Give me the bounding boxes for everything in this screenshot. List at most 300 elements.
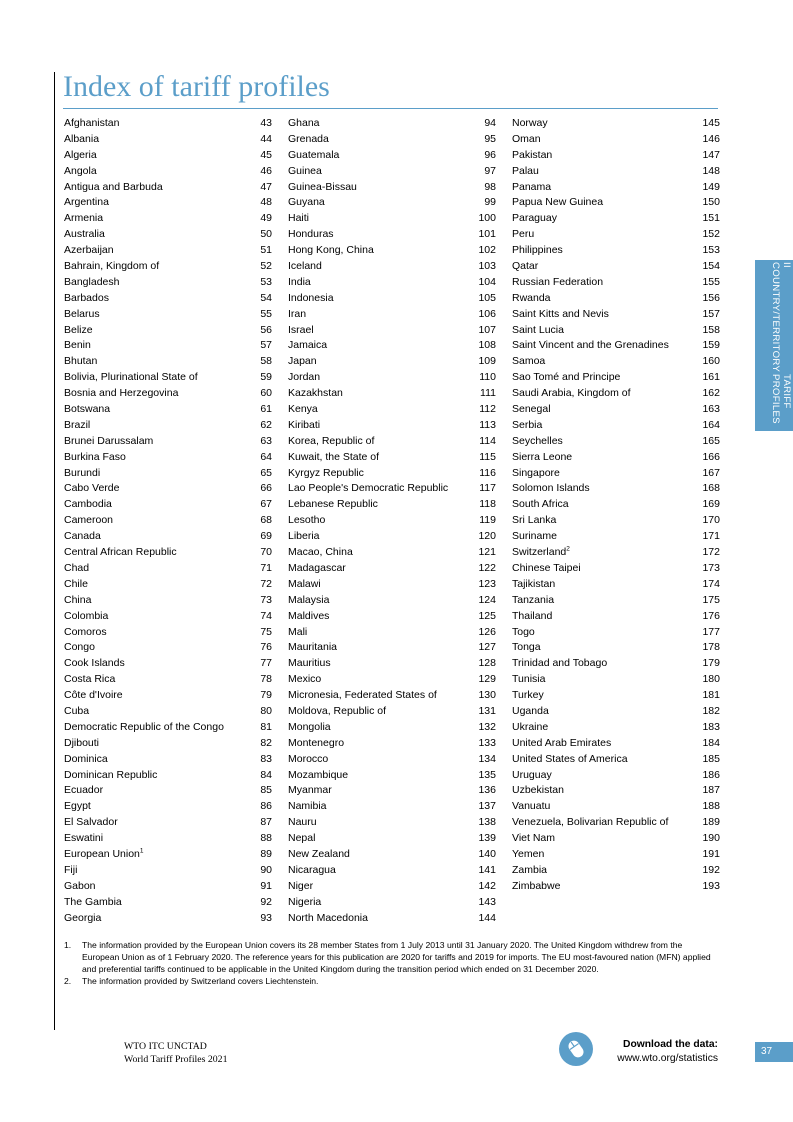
entry-name xyxy=(64,895,122,911)
index-entry[interactable] xyxy=(64,243,272,259)
page-reference: 103 xyxy=(478,260,496,273)
index-entry[interactable] xyxy=(288,768,496,784)
page-reference: 110 xyxy=(479,371,496,384)
index-entry[interactable] xyxy=(64,688,272,704)
country-name: Bahrain, Kingdom of xyxy=(64,260,160,273)
index-entry[interactable] xyxy=(512,561,720,577)
page-reference: 139 xyxy=(478,832,496,845)
index-entry[interactable] xyxy=(288,847,496,863)
country-name: Yemen xyxy=(512,847,545,860)
page-reference: 58 xyxy=(260,355,272,368)
index-entry[interactable] xyxy=(512,434,720,450)
entry-name xyxy=(512,275,603,291)
page-reference: 185 xyxy=(702,752,720,765)
index-entry[interactable] xyxy=(288,704,496,720)
page-reference: 94 xyxy=(484,117,496,129)
country-name: Solomon Islands xyxy=(512,482,590,495)
entry-name xyxy=(288,799,327,815)
index-entry[interactable] xyxy=(64,656,272,672)
country-name: Qatar xyxy=(512,260,539,273)
page-reference: 83 xyxy=(260,752,272,765)
index-entry[interactable] xyxy=(288,259,496,275)
page-reference: 46 xyxy=(260,164,272,177)
page-reference: 70 xyxy=(260,546,272,559)
page-reference: 176 xyxy=(702,609,720,622)
index-entry[interactable] xyxy=(64,640,272,656)
page-reference: 108 xyxy=(478,339,496,352)
page-reference: 76 xyxy=(260,641,272,654)
index-entry[interactable] xyxy=(512,291,720,307)
country-name: Burkina Faso xyxy=(64,450,126,463)
entry-name xyxy=(512,370,620,386)
index-entry[interactable] xyxy=(64,354,272,370)
page-reference: 44 xyxy=(260,132,272,145)
index-entry[interactable] xyxy=(64,768,272,784)
page-reference: 114 xyxy=(479,434,496,447)
entry-name xyxy=(512,291,551,307)
country-name: Colombia xyxy=(64,609,109,622)
country-name: Central African Republic xyxy=(64,546,177,559)
index-entry[interactable] xyxy=(512,418,720,434)
entry-name xyxy=(64,688,123,704)
index-entry[interactable] xyxy=(512,831,720,847)
entry-name xyxy=(288,497,378,513)
index-entry[interactable] xyxy=(288,863,496,879)
index-entry[interactable] xyxy=(288,180,496,196)
entry-name xyxy=(288,275,311,291)
index-entry[interactable] xyxy=(64,847,272,863)
index-entry[interactable] xyxy=(288,831,496,847)
entry-name xyxy=(512,434,563,450)
page-reference: 152 xyxy=(702,228,720,241)
country-name: Argentina xyxy=(64,196,109,209)
section-side-tab-label xyxy=(756,262,792,428)
country-name: Mauritania xyxy=(288,641,338,654)
page-reference: 105 xyxy=(478,291,496,304)
index-entry[interactable] xyxy=(64,180,272,196)
index-entry[interactable] xyxy=(288,720,496,736)
page-number: 37 xyxy=(755,1042,793,1062)
entry-name xyxy=(288,148,339,164)
index-entry[interactable] xyxy=(512,259,720,275)
page-reference: 153 xyxy=(702,244,720,257)
entry-name xyxy=(64,497,112,513)
index-entry[interactable] xyxy=(64,609,272,625)
index-entry[interactable] xyxy=(64,434,272,450)
index-entry[interactable] xyxy=(288,466,496,482)
index-entry[interactable] xyxy=(64,450,272,466)
index-entry[interactable] xyxy=(512,148,720,164)
country-name: Angola xyxy=(64,164,97,177)
index-entry[interactable] xyxy=(64,720,272,736)
footnote xyxy=(64,976,714,988)
index-entry[interactable] xyxy=(64,291,272,307)
index-entry[interactable] xyxy=(64,386,272,402)
index-entry[interactable] xyxy=(288,481,496,497)
index-entry[interactable] xyxy=(288,195,496,211)
entry-name xyxy=(512,481,590,497)
footnote xyxy=(64,940,714,976)
index-entry[interactable] xyxy=(64,545,272,561)
page-reference: 162 xyxy=(702,387,720,400)
index-entry[interactable] xyxy=(288,434,496,450)
index-entry[interactable] xyxy=(64,497,272,513)
country-name: Guyana xyxy=(288,196,325,209)
index-entry[interactable] xyxy=(512,402,720,418)
index-entry[interactable] xyxy=(512,815,720,831)
index-entry[interactable] xyxy=(64,402,272,418)
index-entry[interactable] xyxy=(512,450,720,466)
page-reference: 65 xyxy=(260,466,272,479)
entry-name xyxy=(512,259,538,275)
index-entry[interactable] xyxy=(64,911,272,927)
country-name: Saint Vincent and the Grenadines xyxy=(512,339,669,352)
page-reference: 169 xyxy=(702,498,720,511)
index-entry[interactable] xyxy=(512,243,720,259)
index-entry[interactable] xyxy=(288,879,496,895)
index-entry[interactable] xyxy=(288,609,496,625)
entry-name xyxy=(288,672,321,688)
country-name: Brunei Darussalam xyxy=(64,434,154,447)
country-name: Thailand xyxy=(512,609,553,622)
index-entry[interactable] xyxy=(64,736,272,752)
index-entry[interactable] xyxy=(512,132,720,148)
page-reference: 154 xyxy=(702,260,720,273)
index-entry[interactable] xyxy=(288,497,496,513)
index-entry[interactable] xyxy=(64,323,272,339)
page-reference: 57 xyxy=(260,339,272,352)
page-reference: 126 xyxy=(478,625,496,638)
entry-name xyxy=(512,847,544,863)
index-entry[interactable] xyxy=(288,640,496,656)
index-entry[interactable] xyxy=(64,338,272,354)
country-name: South Africa xyxy=(512,498,569,511)
index-entry[interactable] xyxy=(64,164,272,180)
index-entry[interactable] xyxy=(512,577,720,593)
index-entry[interactable] xyxy=(64,481,272,497)
page-reference: 160 xyxy=(702,355,720,368)
page-reference: 182 xyxy=(702,704,720,717)
download-url[interactable]: www.wto.org/statistics xyxy=(617,1052,718,1064)
index-entry[interactable] xyxy=(512,847,720,863)
page-reference: 50 xyxy=(260,228,272,241)
index-entry[interactable] xyxy=(512,736,720,752)
index-entry[interactable] xyxy=(64,704,272,720)
entry-name xyxy=(288,911,368,927)
index-entry[interactable] xyxy=(512,783,720,799)
index-entry[interactable] xyxy=(512,354,720,370)
index-entry[interactable] xyxy=(512,338,720,354)
index-entry[interactable] xyxy=(64,116,272,132)
entry-name xyxy=(64,640,95,656)
index-entry[interactable] xyxy=(64,895,272,911)
index-entry[interactable] xyxy=(512,513,720,529)
index-entry[interactable] xyxy=(288,211,496,227)
page-reference: 159 xyxy=(702,339,720,352)
page-reference: 148 xyxy=(702,164,720,177)
entry-name xyxy=(64,243,114,259)
index-entry[interactable] xyxy=(512,863,720,879)
index-entry[interactable] xyxy=(64,529,272,545)
index-entry[interactable] xyxy=(288,402,496,418)
index-entry[interactable] xyxy=(512,688,720,704)
entry-name xyxy=(64,227,105,243)
country-name: Burundi xyxy=(64,466,101,479)
country-name: Montenegro xyxy=(288,736,345,749)
country-name: Belarus xyxy=(64,307,100,320)
entry-name xyxy=(64,450,126,466)
country-name: Norway xyxy=(512,117,548,129)
index-entry[interactable] xyxy=(288,736,496,752)
index-entry[interactable] xyxy=(64,593,272,609)
country-name: Tunisia xyxy=(512,673,546,686)
index-entry[interactable] xyxy=(512,211,720,227)
country-name: Botswana xyxy=(64,403,111,416)
page-reference: 87 xyxy=(260,816,272,829)
index-entry[interactable] xyxy=(288,577,496,593)
entry-name xyxy=(512,529,557,545)
index-entry[interactable] xyxy=(64,259,272,275)
index-entry[interactable] xyxy=(512,799,720,815)
page-reference: 72 xyxy=(260,577,272,590)
page-reference: 49 xyxy=(260,212,272,225)
index-entry[interactable] xyxy=(288,799,496,815)
index-entry[interactable] xyxy=(512,720,720,736)
index-entry[interactable] xyxy=(64,863,272,879)
index-entry[interactable] xyxy=(64,418,272,434)
index-entry[interactable] xyxy=(64,752,272,768)
index-entry[interactable] xyxy=(288,148,496,164)
entry-name xyxy=(288,211,309,227)
country-name: North Macedonia xyxy=(288,911,368,924)
country-name: Canada xyxy=(64,530,101,543)
index-entry[interactable] xyxy=(64,275,272,291)
index-entry[interactable] xyxy=(512,529,720,545)
index-entry[interactable] xyxy=(512,609,720,625)
index-entry[interactable] xyxy=(288,227,496,243)
page-reference: 183 xyxy=(702,720,720,733)
footnote-number: 2. xyxy=(64,975,72,986)
index-entry[interactable] xyxy=(512,323,720,339)
entry-name xyxy=(288,338,327,354)
country-name: Sierra Leone xyxy=(512,450,573,463)
mouse-icon[interactable] xyxy=(558,1031,594,1067)
index-entry[interactable] xyxy=(64,799,272,815)
index-entry[interactable] xyxy=(512,625,720,641)
country-name: Chile xyxy=(64,577,88,590)
country-name: Côte d'Ivoire xyxy=(64,689,123,702)
index-entry[interactable] xyxy=(512,752,720,768)
index-entry[interactable] xyxy=(288,370,496,386)
country-name: Jamaica xyxy=(288,339,328,352)
index-entry[interactable] xyxy=(288,672,496,688)
page-reference: 71 xyxy=(260,561,272,574)
country-name: Oman xyxy=(512,132,541,145)
index-entry[interactable] xyxy=(512,180,720,196)
index-entry[interactable] xyxy=(288,911,496,927)
index-entry[interactable] xyxy=(512,704,720,720)
index-entry[interactable] xyxy=(512,227,720,243)
entry-name xyxy=(64,593,91,609)
index-entry[interactable] xyxy=(64,815,272,831)
entry-name xyxy=(288,354,317,370)
index-entry[interactable] xyxy=(64,625,272,641)
index-entry[interactable] xyxy=(288,164,496,180)
country-name: Vanuatu xyxy=(512,800,551,813)
entry-name xyxy=(64,831,103,847)
index-entry[interactable] xyxy=(288,625,496,641)
index-entry[interactable] xyxy=(512,116,720,132)
index-entry[interactable] xyxy=(288,116,496,132)
index-entry[interactable] xyxy=(64,211,272,227)
entry-name xyxy=(64,164,97,180)
index-entry[interactable] xyxy=(512,593,720,609)
entry-name xyxy=(512,688,544,704)
index-entry[interactable] xyxy=(512,164,720,180)
country-name: Grenada xyxy=(288,132,329,145)
index-entry[interactable] xyxy=(288,291,496,307)
page-reference: 186 xyxy=(702,768,720,781)
index-entry[interactable] xyxy=(64,227,272,243)
index-entry[interactable] xyxy=(288,529,496,545)
page-reference: 118 xyxy=(479,498,496,511)
entry-name xyxy=(288,783,332,799)
title-rule xyxy=(63,108,718,109)
index-entry[interactable] xyxy=(288,545,496,561)
entry-name xyxy=(512,704,549,720)
country-name: Cook Islands xyxy=(64,657,125,670)
entry-name xyxy=(512,863,547,879)
index-entry[interactable] xyxy=(288,450,496,466)
index-entry[interactable] xyxy=(288,307,496,323)
page-reference: 119 xyxy=(479,514,496,527)
index-entry[interactable] xyxy=(64,307,272,323)
index-entry[interactable] xyxy=(288,132,496,148)
index-entry[interactable] xyxy=(512,640,720,656)
country-name: Suriname xyxy=(512,530,557,543)
download-data-link[interactable] xyxy=(594,1038,718,1065)
index-entry[interactable] xyxy=(512,386,720,402)
index-entry[interactable] xyxy=(64,831,272,847)
footnote-marker: 1 xyxy=(139,847,144,855)
page-reference: 156 xyxy=(702,291,720,304)
page-reference: 98 xyxy=(484,180,496,193)
page-reference: 61 xyxy=(260,403,272,416)
page-reference: 97 xyxy=(484,164,496,177)
index-entry[interactable] xyxy=(512,481,720,497)
index-entry[interactable] xyxy=(64,577,272,593)
entry-name xyxy=(512,386,631,402)
index-entry[interactable] xyxy=(288,783,496,799)
country-name: Panama xyxy=(512,180,552,193)
index-entry[interactable] xyxy=(64,783,272,799)
index-entry[interactable] xyxy=(64,148,272,164)
index-entry[interactable] xyxy=(288,418,496,434)
country-name: Mali xyxy=(288,625,308,638)
entry-name xyxy=(64,148,97,164)
section-side-tab-line: II COUNTRY/TERRITORY xyxy=(770,262,792,373)
index-entry[interactable] xyxy=(288,323,496,339)
entry-name xyxy=(512,418,542,434)
entry-name xyxy=(288,164,322,180)
country-name: Tonga xyxy=(512,641,541,654)
country-name: China xyxy=(64,593,92,606)
country-name: Ukraine xyxy=(512,720,549,733)
entry-name xyxy=(512,768,552,784)
index-entry[interactable] xyxy=(64,466,272,482)
page-reference: 47 xyxy=(260,180,272,193)
index-entry[interactable] xyxy=(512,370,720,386)
page-reference: 150 xyxy=(702,196,720,209)
index-entry[interactable] xyxy=(64,513,272,529)
index-entry[interactable] xyxy=(512,466,720,482)
footer-publication: World Tariff Profiles 2021 xyxy=(124,1053,228,1065)
page-reference: 96 xyxy=(484,148,496,161)
entry-name xyxy=(64,609,108,625)
index-entry[interactable] xyxy=(288,243,496,259)
index-entry[interactable] xyxy=(288,338,496,354)
index-entry[interactable] xyxy=(64,672,272,688)
index-entry[interactable] xyxy=(512,768,720,784)
index-entry[interactable] xyxy=(64,561,272,577)
index-entry[interactable] xyxy=(288,354,496,370)
index-entry[interactable] xyxy=(288,593,496,609)
index-entry[interactable] xyxy=(288,688,496,704)
entry-name xyxy=(288,577,321,593)
index-entry[interactable] xyxy=(512,195,720,211)
index-entry[interactable] xyxy=(288,895,496,911)
country-name: Niger xyxy=(288,879,314,892)
country-name: Morocco xyxy=(288,752,329,765)
index-entry[interactable] xyxy=(288,656,496,672)
index-entry[interactable] xyxy=(512,672,720,688)
page-reference: 133 xyxy=(478,736,496,749)
page-reference: 75 xyxy=(260,625,272,638)
country-name: Cuba xyxy=(64,704,90,717)
country-name: India xyxy=(288,275,311,288)
index-entry[interactable] xyxy=(64,879,272,895)
section-side-tab xyxy=(755,260,793,431)
entry-name xyxy=(64,386,178,402)
country-name: Seychelles xyxy=(512,434,563,447)
index-entry[interactable] xyxy=(288,815,496,831)
index-entry[interactable] xyxy=(288,752,496,768)
country-name: Georgia xyxy=(64,911,102,924)
entry-name xyxy=(512,132,541,148)
index-entry[interactable] xyxy=(64,132,272,148)
page-reference: 178 xyxy=(702,641,720,654)
index-entry[interactable] xyxy=(288,386,496,402)
country-name: Haiti xyxy=(288,212,310,225)
entry-name xyxy=(288,752,328,768)
index-entry[interactable] xyxy=(64,195,272,211)
page-reference: 115 xyxy=(479,450,496,463)
index-entry[interactable] xyxy=(512,497,720,513)
index-entry[interactable] xyxy=(512,656,720,672)
page-reference: 168 xyxy=(702,482,720,495)
index-entry[interactable] xyxy=(512,879,720,895)
index-entry[interactable] xyxy=(288,561,496,577)
index-entry[interactable] xyxy=(512,307,720,323)
country-name: Nauru xyxy=(288,816,317,829)
index-entry[interactable] xyxy=(512,545,720,561)
country-name: Algeria xyxy=(64,148,97,161)
index-entry[interactable] xyxy=(64,370,272,386)
index-entry[interactable] xyxy=(512,275,720,291)
entry-name xyxy=(64,911,101,927)
index-entry[interactable] xyxy=(288,513,496,529)
index-entry[interactable] xyxy=(288,275,496,291)
